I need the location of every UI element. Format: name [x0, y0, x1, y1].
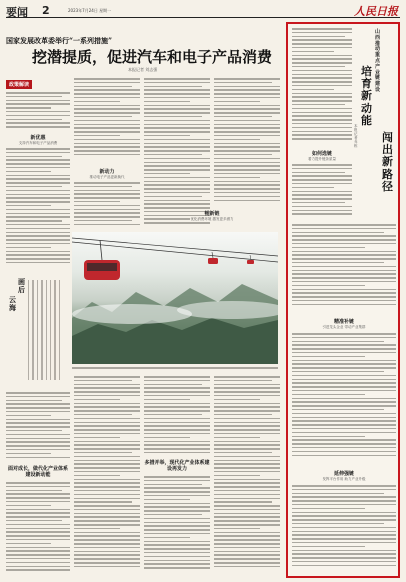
body-text-block — [292, 28, 352, 148]
body-text-block — [6, 148, 70, 270]
section-title: 新优惠 — [30, 135, 46, 141]
body-text-block — [74, 376, 140, 574]
feature-title-part2: 闯出新路径 — [382, 131, 393, 193]
feature-section-subtitle: 发挥平台作用 助力产业升级 — [322, 477, 366, 481]
body-text-block — [292, 164, 352, 220]
feature-section-title: 如何选链 — [311, 151, 332, 157]
masthead — [6, 4, 400, 18]
feature-section-title: 精准补链 — [333, 319, 354, 325]
section-title: 畅新链 — [204, 211, 220, 217]
newspaper-logo: 人民日报 — [354, 5, 398, 18]
lower-mid-heading: 多措并举，现代化产业体系建设再发力 — [144, 460, 210, 472]
body-text-block — [214, 78, 280, 210]
body-text-block — [292, 333, 396, 463]
date-line: 2023年7月24日 星期一 — [68, 8, 112, 13]
feature-section-subtitle: 着力提升链条质量 — [308, 157, 336, 161]
body-text-block — [6, 392, 70, 462]
body-text-block — [144, 78, 210, 230]
feature-section-title: 延伸强链 — [333, 471, 354, 477]
main-headline: 挖潜提质，促进汽车和电子产品消费 — [32, 48, 273, 66]
section-subtitle: 支持汽车和电子产品消费 — [18, 141, 58, 145]
commentary-title-part2: 云海 — [9, 295, 16, 312]
cable-car-illustration — [72, 232, 278, 364]
body-text-block — [6, 482, 70, 574]
body-text-block — [74, 78, 140, 160]
section-name: 要闻 — [6, 6, 28, 19]
feature-section-subtitle: 引进龙头企业 带动产业集群 — [322, 325, 366, 329]
cable-car-photo — [72, 232, 278, 364]
body-text-block — [214, 376, 280, 574]
body-text-block — [144, 376, 210, 456]
section-subtitle: 推动电子产品更新换代 — [89, 175, 125, 179]
body-text-block — [292, 485, 396, 573]
feature-title-part1: 培育新动能 — [361, 65, 372, 127]
commentary-title-part1: 画后 — [18, 277, 25, 294]
section-subtitle: 优化消费环境 激发更多潜力 — [190, 217, 234, 221]
section-title: 新动力 — [99, 169, 115, 175]
photo-caption — [72, 367, 278, 371]
lower-left-heading: 面对成长，做代化产业体系建设新动能 — [7, 466, 68, 478]
feature-kicker: 山西推动重点产业链建设 — [375, 29, 381, 93]
headline-kicker: 国家发展改革委举行“一系列措施” — [6, 36, 113, 45]
feature-box — [286, 22, 400, 578]
page-number: 2 — [42, 4, 50, 17]
side-commentary — [6, 276, 63, 388]
policy-tag: 政策解读 — [6, 80, 32, 89]
body-text-block — [6, 92, 70, 130]
feature-byline: 本报记者 乔栋 — [354, 124, 358, 148]
body-text-block — [74, 182, 140, 230]
vertical-text-block — [28, 280, 60, 380]
body-text-block — [292, 224, 396, 310]
body-text-block — [144, 476, 210, 574]
main-byline: 本报记者 刘志强 — [128, 67, 158, 72]
